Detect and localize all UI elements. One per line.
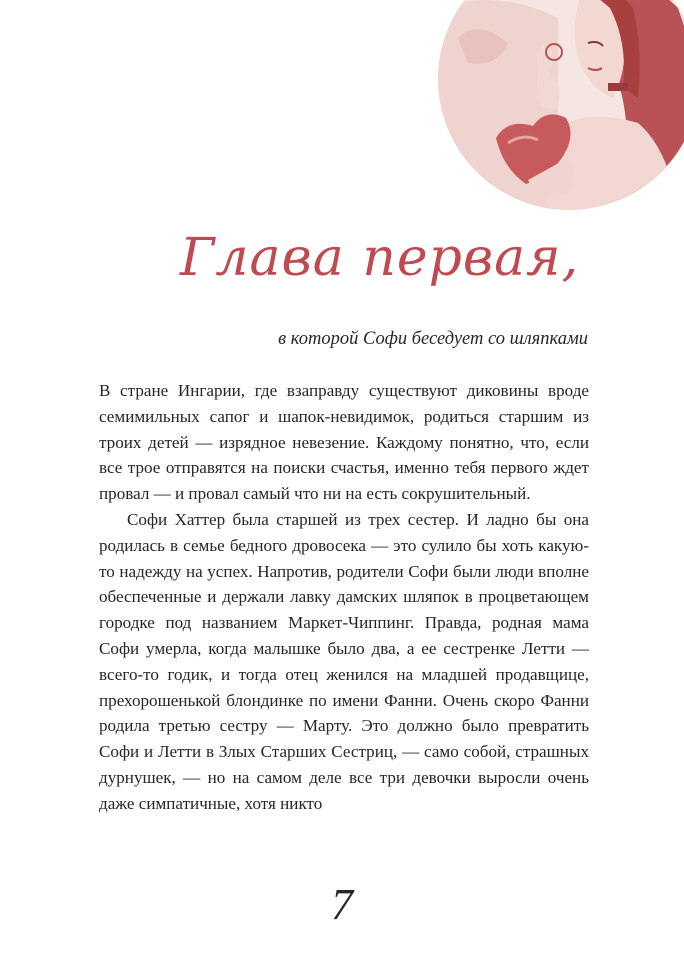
page-number: 7 <box>331 880 353 929</box>
chapter-title: Глава первая, <box>180 228 580 288</box>
paragraph-1: В стране Ингарии, где взаправду существуют диковины вроде семимильных сапог и шапок-невидимок, родиться старшим из троих детей — изрядное невезение. Каждому понятно, что, если все трое отправятся на поиски счастья, именно тебя первого ждет провал — и провал самый что ни на есть сокрушительный. <box>99 381 589 504</box>
body-text <box>99 378 589 817</box>
paragraph-2: Софи Хаттер была старшей из трех сестер. И ладно бы она родилась в семье бедного дровосека — это сулило бы хоть какую-то надежду на успех. Напротив, родители Софи были люди вполне обеспеченные и держали лавку дамских шляпок в процветающем городке под названием Маркет-Чиппинг. Правда, родная мама Софи умерла, когда малышке было два, а ее сестренке Летти — всего-то годик, и тогда отец женился на младшей продавщице, прехорошенькой блондинке по имени Фанни. Очень скоро Фанни родила третью сестру — Марту. Это должно было превратить Софи и Летти в Злых Старших Сестриц, — само собой, страшных дурнушек, — но на самом деле все три девочки выросли очень даже симпатичные, хотя никто <box>99 509 589 813</box>
woman-with-heart-illustration <box>438 0 684 210</box>
chapter-subtitle: в которой Софи беседует со шляпками <box>278 329 588 349</box>
chapter-illustration <box>438 0 684 210</box>
